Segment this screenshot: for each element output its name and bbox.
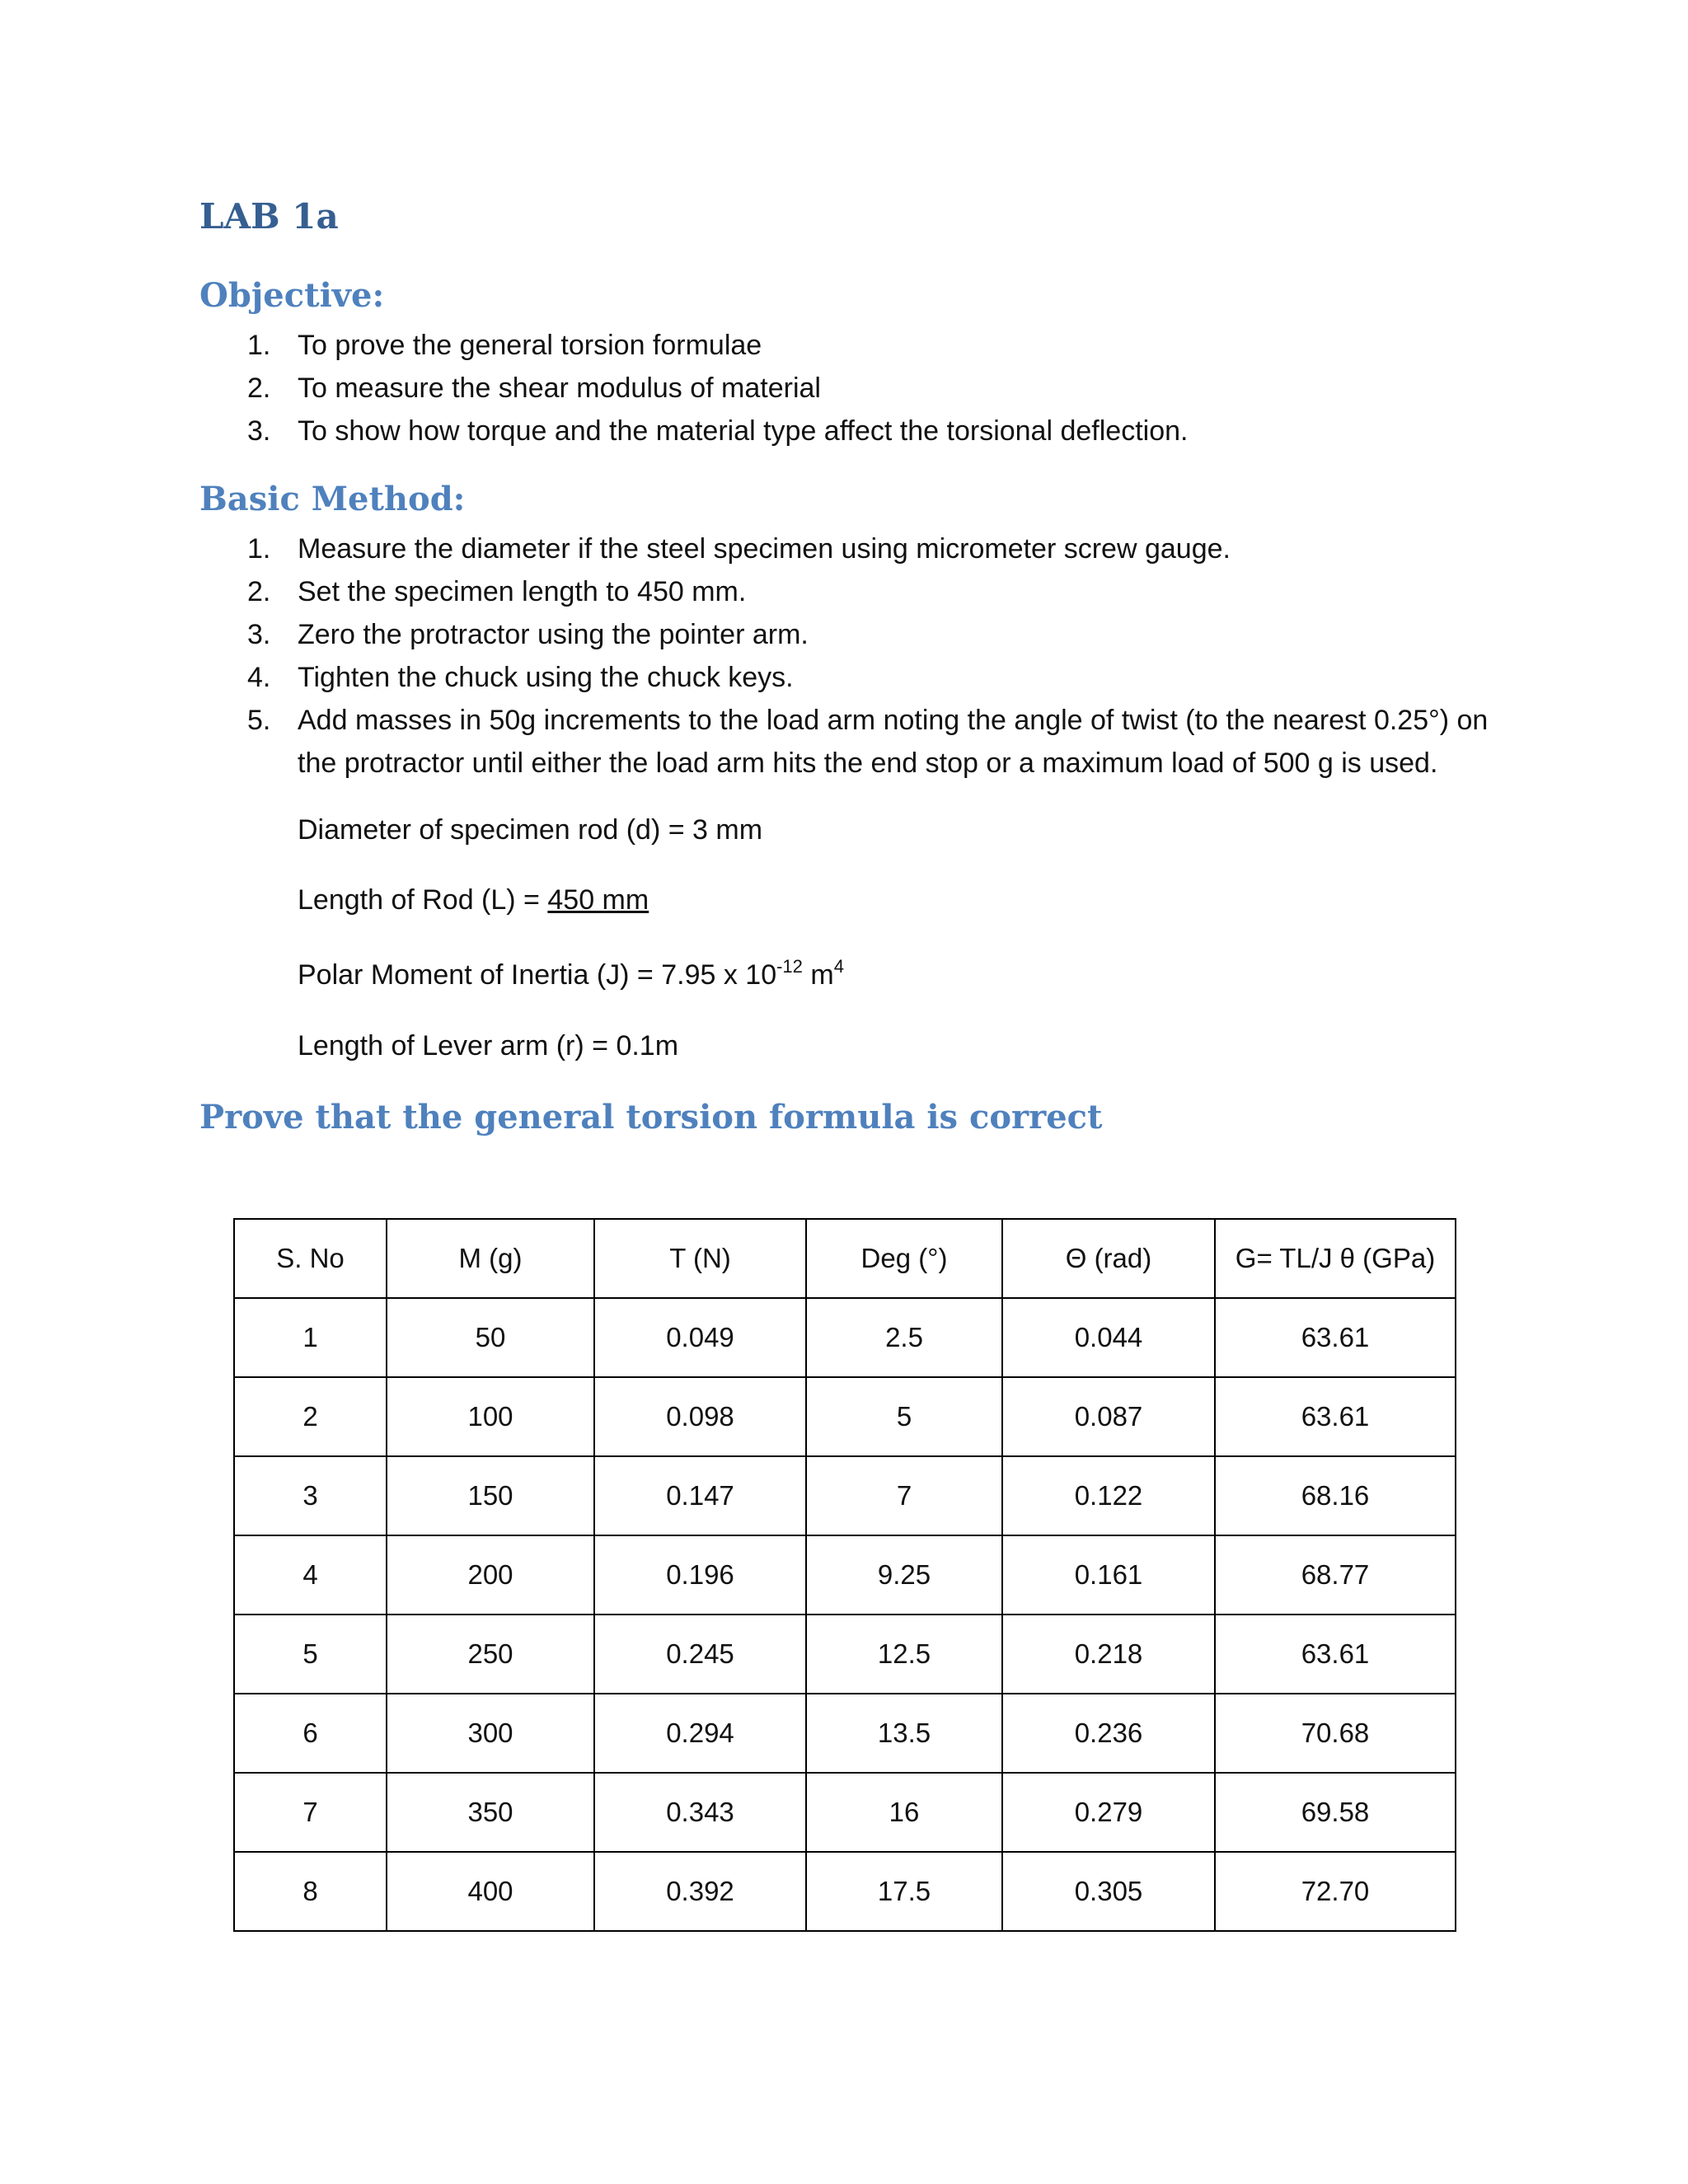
table-cell: 1 (234, 1298, 387, 1377)
table-cell: 200 (387, 1535, 594, 1615)
table-cell: 63.61 (1215, 1298, 1456, 1377)
table-cell: 0.294 (594, 1694, 806, 1773)
table-cell: 8 (234, 1852, 387, 1931)
list-number: 1. (247, 330, 271, 361)
table-cell: 63.61 (1215, 1377, 1456, 1456)
inertia-label: Polar Moment of Inertia (J) = 7.95 x 10 (298, 959, 777, 991)
table-cell: 5 (234, 1615, 387, 1694)
table-cell: 63.61 (1215, 1615, 1456, 1694)
table-cell: 0.236 (1002, 1694, 1215, 1773)
table-cell: 0.098 (594, 1377, 806, 1456)
list-item (0, 527, 1526, 570)
diameter-param: Diameter of specimen rod (d) = 3 mm (298, 814, 763, 846)
list-text: Set the specimen length to 450 mm. (298, 576, 747, 607)
list-text: Add masses in 50g increments to the load arm noting the angle of twist (to the nearest 0.25°) on the protractor until either the load arm hits the end stop or a maximum load of 500 g is used. (298, 705, 1489, 779)
table-cell: 2 (234, 1377, 387, 1456)
table-cell: 0.196 (594, 1535, 806, 1615)
table-cell: 0.147 (594, 1456, 806, 1535)
table-cell: 16 (806, 1773, 1002, 1852)
header-mass: M (g) (387, 1219, 594, 1298)
table-row (234, 1456, 1456, 1535)
objective-heading: Objective: (199, 276, 385, 315)
list-text: Measure the diameter if the steel specimen using micrometer screw gauge. (298, 533, 1231, 565)
table-cell: 3 (234, 1456, 387, 1535)
list-item (0, 324, 1526, 367)
inertia-unit-exponent: 4 (833, 956, 844, 977)
length-value: 450 mm (547, 884, 649, 916)
table-cell: 250 (387, 1615, 594, 1694)
table-cell: 6 (234, 1694, 387, 1773)
table-cell: 68.77 (1215, 1535, 1456, 1615)
table-cell: 13.5 (806, 1694, 1002, 1773)
table-cell: 0.049 (594, 1298, 806, 1377)
table-row (234, 1773, 1456, 1852)
inertia-exponent: -12 (776, 956, 803, 977)
table-cell: 68.16 (1215, 1456, 1456, 1535)
header-torque: T (N) (594, 1219, 806, 1298)
table-cell: 0.087 (1002, 1377, 1215, 1456)
results-table (233, 1218, 1456, 1932)
header-degrees: Deg (°) (806, 1219, 1002, 1298)
inertia-unit: m (802, 959, 834, 991)
table-row (234, 1852, 1456, 1931)
table-row (234, 1615, 1456, 1694)
inertia-param (298, 956, 844, 991)
table-cell: 0.392 (594, 1852, 806, 1931)
list-item (0, 656, 1526, 699)
table-cell: 50 (387, 1298, 594, 1377)
table-cell: 17.5 (806, 1852, 1002, 1931)
table-cell: 0.343 (594, 1773, 806, 1852)
list-number: 3. (247, 619, 271, 650)
list-text: Tighten the chuck using the chuck keys. (298, 662, 794, 693)
table-cell: 350 (387, 1773, 594, 1852)
length-param (298, 884, 649, 916)
prove-heading: Prove that the general torsion formula is correct (199, 1098, 1103, 1137)
table-row (234, 1535, 1456, 1615)
table-cell: 5 (806, 1377, 1002, 1456)
list-number: 5. (247, 705, 271, 736)
length-label: Length of Rod (L) = (298, 884, 548, 916)
list-number: 4. (247, 662, 271, 693)
table-cell: 0.044 (1002, 1298, 1215, 1377)
lever-param: Length of Lever arm (r) = 0.1m (298, 1030, 679, 1062)
list-item (0, 410, 1526, 452)
method-list (0, 527, 1526, 785)
list-number: 1. (247, 533, 271, 565)
table-row (234, 1694, 1456, 1773)
list-text: To prove the general torsion formulae (298, 330, 762, 361)
table-cell: 0.245 (594, 1615, 806, 1694)
header-sno: S. No (234, 1219, 387, 1298)
table-cell: 4 (234, 1535, 387, 1615)
table-row (234, 1298, 1456, 1377)
list-item (0, 570, 1526, 613)
table-cell: 2.5 (806, 1298, 1002, 1377)
objective-list (0, 324, 1526, 452)
list-number: 2. (247, 373, 271, 404)
list-text: To measure the shear modulus of material (298, 373, 821, 404)
table-cell: 0.218 (1002, 1615, 1215, 1694)
table-cell: 150 (387, 1456, 594, 1535)
table-cell: 9.25 (806, 1535, 1002, 1615)
table-cell: 7 (806, 1456, 1002, 1535)
list-item (0, 367, 1526, 410)
table-cell: 0.305 (1002, 1852, 1215, 1931)
table-cell: 12.5 (806, 1615, 1002, 1694)
table-cell: 0.279 (1002, 1773, 1215, 1852)
method-heading: Basic Method: (199, 480, 466, 518)
list-number: 2. (247, 576, 271, 607)
table-cell: 300 (387, 1694, 594, 1773)
table-cell: 7 (234, 1773, 387, 1852)
header-radians: Θ (rad) (1002, 1219, 1215, 1298)
table-cell: 400 (387, 1852, 594, 1931)
table-cell: 100 (387, 1377, 594, 1456)
table-row (234, 1377, 1456, 1456)
list-item (0, 699, 1526, 785)
header-modulus: G= TL/J θ (GPa) (1215, 1219, 1456, 1298)
page-title: LAB 1a (199, 196, 339, 237)
list-text: To show how torque and the material type affect the torsional deflection. (298, 415, 1189, 447)
table-cell: 0.161 (1002, 1535, 1215, 1615)
table-cell: 0.122 (1002, 1456, 1215, 1535)
list-number: 3. (247, 415, 271, 447)
list-text: Zero the protractor using the pointer arm. (298, 619, 809, 650)
table-cell: 70.68 (1215, 1694, 1456, 1773)
list-item (0, 613, 1526, 656)
table-header-row (234, 1219, 1456, 1298)
table-cell: 72.70 (1215, 1852, 1456, 1931)
table-cell: 69.58 (1215, 1773, 1456, 1852)
